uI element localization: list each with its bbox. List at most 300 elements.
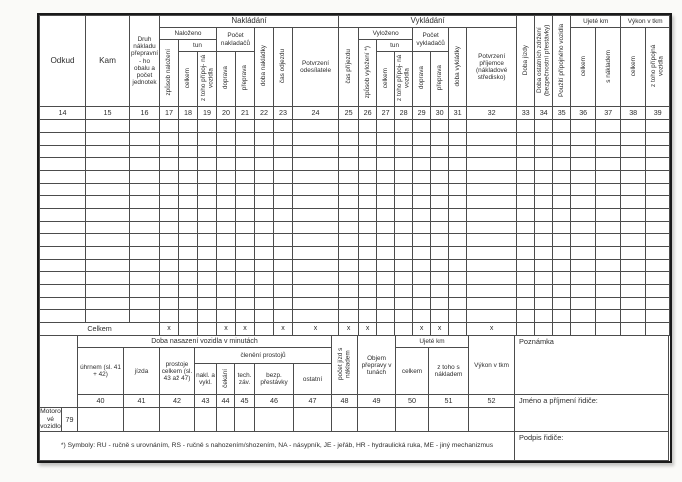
trip-record-cell <box>535 297 553 310</box>
trip-record-cell <box>293 310 339 323</box>
summary-number-row <box>40 395 669 408</box>
trip-record-cell <box>449 145 467 158</box>
trip-record-cell <box>236 145 255 158</box>
trip-record-cell <box>255 310 274 323</box>
header-ujete-km-celkem <box>571 28 596 107</box>
trip-record-row <box>40 285 670 298</box>
header-nakladaci-doprava <box>217 52 236 107</box>
header-s-nakladem-label: s nákladem <box>604 49 612 83</box>
trip-record-cell <box>160 145 179 158</box>
trip-record-cell <box>293 234 339 247</box>
trip-record-cell <box>571 221 596 234</box>
trip-record-cell <box>646 196 670 209</box>
trip-record-cell <box>413 285 431 298</box>
trip-record-row <box>40 221 670 234</box>
trip-record-cell <box>377 297 395 310</box>
section-vykladani: Vykládání <box>339 16 517 28</box>
trip-record-cell <box>535 158 553 171</box>
trip-record-cell <box>255 285 274 298</box>
trip-record-cell <box>293 297 339 310</box>
header-doba-ostatnich-zdrzeni <box>535 16 553 107</box>
trip-record-cell <box>646 145 670 158</box>
summary-band-row <box>40 336 669 348</box>
trip-record-cell <box>293 259 339 272</box>
header-bezp-prestavky: bezp. přestávky <box>255 364 294 395</box>
trip-record-cell <box>339 259 359 272</box>
section-cleneni-prostoju: členění prostojů <box>195 348 332 364</box>
summary-entry-cell <box>217 408 235 432</box>
trip-record-cell <box>621 297 646 310</box>
celkem-x-mark <box>179 323 198 336</box>
trip-record-cell <box>359 158 377 171</box>
trip-record-cell <box>596 297 621 310</box>
trip-record-cell <box>395 208 413 221</box>
trip-record-cell <box>293 120 339 133</box>
trip-record-cell <box>377 285 395 298</box>
header-cas-odjezdu-label: čas odjezdu <box>279 48 287 84</box>
trip-record-cell <box>413 170 431 183</box>
column-number: 51 <box>429 395 469 408</box>
trip-record-cell <box>571 158 596 171</box>
trip-record-cell <box>449 310 467 323</box>
trip-record-cell <box>517 183 535 196</box>
trip-record-cell <box>596 196 621 209</box>
header-vykon-celkem <box>621 28 646 107</box>
column-number: 31 <box>449 107 467 120</box>
trip-record-cell <box>553 310 571 323</box>
trip-record-cell <box>217 132 236 145</box>
trip-record-cell <box>198 170 217 183</box>
trip-record-cell <box>377 145 395 158</box>
trip-record-cell <box>86 221 130 234</box>
column-number: 20 <box>217 107 236 120</box>
motorove-vozidlo-label: Motorové vozidlo <box>40 408 61 431</box>
trip-record-cell <box>553 247 571 260</box>
trip-record-cell <box>646 158 670 171</box>
section-doba-nasazeni: Doba nasazení vozidla v minutách <box>78 336 332 348</box>
trip-record-cell <box>339 285 359 298</box>
trip-record-cell <box>160 285 179 298</box>
trip-record-cell <box>467 132 517 145</box>
trip-record-cell <box>535 259 553 272</box>
trip-record-cell <box>395 132 413 145</box>
trip-record-cell <box>130 310 160 323</box>
trip-record-cell <box>236 170 255 183</box>
header-vykladaci-doprava-label: doprava <box>417 66 425 90</box>
celkem-x-mark: x <box>236 323 255 336</box>
trip-record-cell <box>293 183 339 196</box>
column-number: 50 <box>396 395 429 408</box>
header-prostoje-celkem: prostoje celkem (sl. 43 až 47) <box>160 348 195 395</box>
trip-record-cell <box>449 297 467 310</box>
header-ostatni: ostatní <box>294 364 332 395</box>
trip-record-cell <box>198 145 217 158</box>
section-ujete-km: Ujeté km <box>571 16 621 28</box>
column-number: 16 <box>130 107 160 120</box>
trip-record-cell <box>449 259 467 272</box>
trip-record-cell <box>179 208 198 221</box>
trip-record-cell <box>395 259 413 272</box>
trip-record-cell <box>377 170 395 183</box>
trip-record-row <box>40 297 670 310</box>
trip-record-cell <box>467 297 517 310</box>
trip-record-cell <box>553 234 571 247</box>
trip-record-cell <box>449 285 467 298</box>
trip-record-cell <box>179 196 198 209</box>
trip-record-cell <box>339 247 359 260</box>
trip-record-cell <box>571 120 596 133</box>
column-number: 25 <box>339 107 359 120</box>
trip-record-cell <box>467 272 517 285</box>
column-number-row <box>40 107 670 120</box>
header-cekani <box>217 364 235 395</box>
trip-record-cell <box>517 132 535 145</box>
trip-record-cell <box>646 183 670 196</box>
trip-record-cell <box>130 158 160 171</box>
trip-record-cell <box>535 120 553 133</box>
trip-record-cell <box>449 120 467 133</box>
trip-record-cell <box>274 247 293 260</box>
trip-record-cell <box>517 272 535 285</box>
summary-entry-cell <box>358 408 396 432</box>
trip-record-cell <box>293 158 339 171</box>
trip-record-cell <box>40 272 86 285</box>
trip-record-cell <box>255 145 274 158</box>
trip-record-row <box>40 158 670 171</box>
trip-record-cell <box>179 170 198 183</box>
trip-record-cell <box>179 221 198 234</box>
trip-record-cell <box>217 120 236 133</box>
trip-record-cell <box>86 145 130 158</box>
trip-record-cell <box>160 170 179 183</box>
column-number: 19 <box>198 107 217 120</box>
trip-record-cell <box>236 297 255 310</box>
trip-record-cell <box>431 297 449 310</box>
trip-record-cell <box>431 221 449 234</box>
column-number: 34 <box>535 107 553 120</box>
trip-record-cell <box>395 272 413 285</box>
trip-record-cell <box>553 221 571 234</box>
trip-record-cell <box>274 132 293 145</box>
trip-record-cell <box>274 208 293 221</box>
column-number: 41 <box>124 395 160 408</box>
trip-record-cell <box>646 170 670 183</box>
trip-record-cell <box>130 170 160 183</box>
trip-record-cell <box>40 259 86 272</box>
trip-record-cell <box>413 132 431 145</box>
header-cas-prijezdu-label: čas příjezdu <box>344 48 352 84</box>
trip-record-cell <box>449 234 467 247</box>
daily-summary-table <box>39 335 669 461</box>
trip-record-cell <box>198 132 217 145</box>
trip-record-cell <box>377 183 395 196</box>
trip-record-cell <box>449 183 467 196</box>
trip-record-cell <box>255 259 274 272</box>
trip-record-cell <box>236 310 255 323</box>
trip-record-cell <box>431 272 449 285</box>
trip-record-cell <box>535 310 553 323</box>
trip-record-cell <box>255 158 274 171</box>
trip-record-cell <box>395 196 413 209</box>
header-uhrnem: úhrnem (sl. 41 + 42) <box>78 348 124 395</box>
column-number: 17 <box>160 107 179 120</box>
celkem-x-mark <box>198 323 217 336</box>
trip-record-cell <box>217 297 236 310</box>
trip-record-cell <box>255 132 274 145</box>
trip-record-cell <box>86 208 130 221</box>
trip-record-cell <box>431 234 449 247</box>
trip-record-cell <box>395 120 413 133</box>
trip-record-cell <box>571 183 596 196</box>
trip-record-cell <box>413 259 431 272</box>
trip-record-cell <box>646 221 670 234</box>
trip-record-cell <box>413 145 431 158</box>
trip-record-cell <box>535 145 553 158</box>
trip-record-cell <box>198 285 217 298</box>
trip-record-cell <box>217 158 236 171</box>
trip-record-cell <box>467 234 517 247</box>
summary-entry-cell <box>396 408 429 432</box>
trip-record-cell <box>395 247 413 260</box>
trip-record-cell <box>395 145 413 158</box>
trip-record-cell <box>621 285 646 298</box>
celkem-x-mark <box>553 323 571 336</box>
trip-record-cell <box>339 234 359 247</box>
trip-record-cell <box>236 208 255 221</box>
trip-record-cell <box>553 170 571 183</box>
trip-record-cell <box>130 285 160 298</box>
header-vykladaci-preprava-label: přeprava <box>435 65 443 91</box>
trip-record-cell <box>431 208 449 221</box>
header-vykon-z-toho-pripojna-label: z toho přípojná vozidla <box>650 44 665 88</box>
trip-record-cell <box>160 120 179 133</box>
trip-record-cell <box>86 196 130 209</box>
column-number: 14 <box>40 107 86 120</box>
column-number: 26 <box>359 107 377 120</box>
trip-record-cell <box>596 183 621 196</box>
header-druh-nakladu: Druh nákladu přepravní- ho obalu a počet jednotek <box>130 16 160 107</box>
section-ujete-km-summary: Ujeté km <box>396 336 469 348</box>
trip-record-cell <box>467 208 517 221</box>
trip-record-cell <box>395 285 413 298</box>
trip-record-cell <box>621 247 646 260</box>
trip-record-cell <box>467 221 517 234</box>
trip-record-cell <box>255 247 274 260</box>
trip-record-cell <box>571 247 596 260</box>
trip-record-cell <box>130 196 160 209</box>
trip-record-cell <box>646 272 670 285</box>
trip-record-cell <box>40 120 86 133</box>
header-nakladaci-preprava <box>236 52 255 107</box>
trip-record-cell <box>395 183 413 196</box>
trip-record-cell <box>646 247 670 260</box>
trip-record-cell <box>40 247 86 260</box>
trip-record-cell <box>339 272 359 285</box>
trip-record-cell <box>413 120 431 133</box>
header-vykon-z-toho-pripojna <box>646 28 670 107</box>
trip-record-cell <box>293 145 339 158</box>
trip-record-cell <box>236 196 255 209</box>
trip-record-row <box>40 120 670 133</box>
column-number: 46 <box>255 395 294 408</box>
summary-entry-cell <box>469 408 515 432</box>
header-pocet-jizd-s-nakladem <box>332 336 358 395</box>
trip-record-cell <box>449 132 467 145</box>
header-ujete-km-celkem-summary: celkem <box>396 348 429 395</box>
trip-record-row <box>40 208 670 221</box>
trip-record-cell <box>621 208 646 221</box>
header-cas-prijezdu <box>339 28 359 107</box>
trip-record-row <box>40 183 670 196</box>
trip-record-cell <box>517 297 535 310</box>
trip-record-cell <box>449 158 467 171</box>
trip-record-cell <box>217 259 236 272</box>
header-vylozeno-z-toho-pripojna <box>395 52 413 107</box>
trip-record-cell <box>198 247 217 260</box>
header-zpusob-nalozeni <box>160 40 179 107</box>
trip-record-cell <box>274 310 293 323</box>
trip-record-cell <box>40 234 86 247</box>
trip-record-cell <box>517 158 535 171</box>
trip-record-cell <box>255 208 274 221</box>
celkem-x-mark: x <box>339 323 359 336</box>
celkem-x-mark <box>596 323 621 336</box>
trip-record-cell <box>217 285 236 298</box>
trip-record-cell <box>217 310 236 323</box>
column-number: 39 <box>646 107 670 120</box>
trip-record-cell <box>449 272 467 285</box>
column-number: 38 <box>621 107 646 120</box>
trip-record-cell <box>449 208 467 221</box>
trip-record-cell <box>198 158 217 171</box>
trip-record-cell <box>646 285 670 298</box>
trip-record-cell <box>40 145 86 158</box>
header-nalozeno-celkem <box>179 52 198 107</box>
trip-record-cell <box>377 234 395 247</box>
trip-record-row <box>40 310 670 323</box>
trip-record-cell <box>377 132 395 145</box>
trip-record-cell <box>377 221 395 234</box>
header-tech-zav: tech. záv. <box>235 364 255 395</box>
trip-record-cell <box>160 272 179 285</box>
summary-entry-cell <box>429 408 469 432</box>
header-doba-vykladky <box>449 28 467 107</box>
trip-record-cell <box>621 221 646 234</box>
trip-record-cell <box>130 259 160 272</box>
trip-record-cell <box>217 196 236 209</box>
trip-record-cell <box>198 208 217 221</box>
trip-record-cell <box>236 285 255 298</box>
celkem-x-mark <box>517 323 535 336</box>
trip-record-cell <box>596 285 621 298</box>
trip-record-row <box>40 132 670 145</box>
trip-record-cell <box>596 310 621 323</box>
jmeno-ridice-cell: Jméno a příjmení řidiče: <box>515 395 669 432</box>
celkem-x-mark <box>646 323 670 336</box>
trip-record-cell <box>274 196 293 209</box>
trip-record-cell <box>359 297 377 310</box>
trip-record-cell <box>130 120 160 133</box>
trip-record-cell <box>571 196 596 209</box>
trip-record-cell <box>293 272 339 285</box>
trip-record-cell <box>467 158 517 171</box>
column-number: 45 <box>235 395 255 408</box>
trip-record-cell <box>467 247 517 260</box>
trip-record-cell <box>596 234 621 247</box>
trip-record-cell <box>274 297 293 310</box>
trip-record-cell <box>339 297 359 310</box>
trip-record-cell <box>86 132 130 145</box>
trip-record-cell <box>255 234 274 247</box>
trip-record-cell <box>535 234 553 247</box>
trip-record-cell <box>621 234 646 247</box>
celkem-x-mark <box>377 323 395 336</box>
trip-record-cell <box>359 285 377 298</box>
header-objem-prepravy: Objem přepravy v tunách <box>358 336 396 395</box>
trip-record-cell <box>339 310 359 323</box>
trip-record-cell <box>596 208 621 221</box>
summary-left-spacer <box>40 336 78 408</box>
trip-record-row <box>40 145 670 158</box>
header-nalozeno-z-toho-pripojna <box>198 52 217 107</box>
trip-record-cell <box>431 132 449 145</box>
header-vykon-celkem-label: celkem <box>629 55 637 77</box>
trip-record-cell <box>449 196 467 209</box>
trip-record-cell <box>571 208 596 221</box>
trip-record-cell <box>449 221 467 234</box>
trip-record-cell <box>431 310 449 323</box>
header-vylozeno: Vyloženo <box>359 28 413 40</box>
celkem-x-mark: x <box>467 323 517 336</box>
trip-record-cell <box>553 132 571 145</box>
trip-record-cell <box>293 132 339 145</box>
trip-record-cell <box>255 196 274 209</box>
column-number: 33 <box>517 107 535 120</box>
trip-record-cell <box>160 208 179 221</box>
header-odkud: Odkud <box>40 16 86 107</box>
trip-record-cell <box>553 158 571 171</box>
header-kam: Kam <box>86 16 130 107</box>
trip-record-cell <box>339 132 359 145</box>
trip-record-cell <box>339 183 359 196</box>
trip-record-cell <box>339 221 359 234</box>
trip-record-cell <box>217 170 236 183</box>
trip-record-cell <box>40 285 86 298</box>
header-potvrzeni-prijemce: Potvrzení příjemce (nákladové středisko) <box>467 28 517 107</box>
trip-record-cell <box>86 285 130 298</box>
trip-record-cell <box>198 234 217 247</box>
trip-record-row <box>40 170 670 183</box>
header-pocet-nakladacu: Počet nakladačů <box>217 28 255 52</box>
trip-record-cell <box>413 221 431 234</box>
trip-record-cell <box>179 120 198 133</box>
header-nalozeno: Naloženo <box>160 28 217 40</box>
trip-record-cell <box>535 208 553 221</box>
header-nakladaci-preprava-label: přeprava <box>241 65 249 91</box>
trip-record-cell <box>293 221 339 234</box>
column-number: 52 <box>469 395 515 408</box>
trip-record-cell <box>377 196 395 209</box>
trip-record-cell <box>553 297 571 310</box>
footer-row <box>40 431 669 460</box>
trip-record-cell <box>198 120 217 133</box>
poznamka-cell: Poznámka <box>515 336 669 395</box>
column-number: 18 <box>179 107 198 120</box>
trip-record-cell <box>255 297 274 310</box>
column-number: 27 <box>377 107 395 120</box>
trip-record-cell <box>395 297 413 310</box>
trip-record-cell <box>86 158 130 171</box>
